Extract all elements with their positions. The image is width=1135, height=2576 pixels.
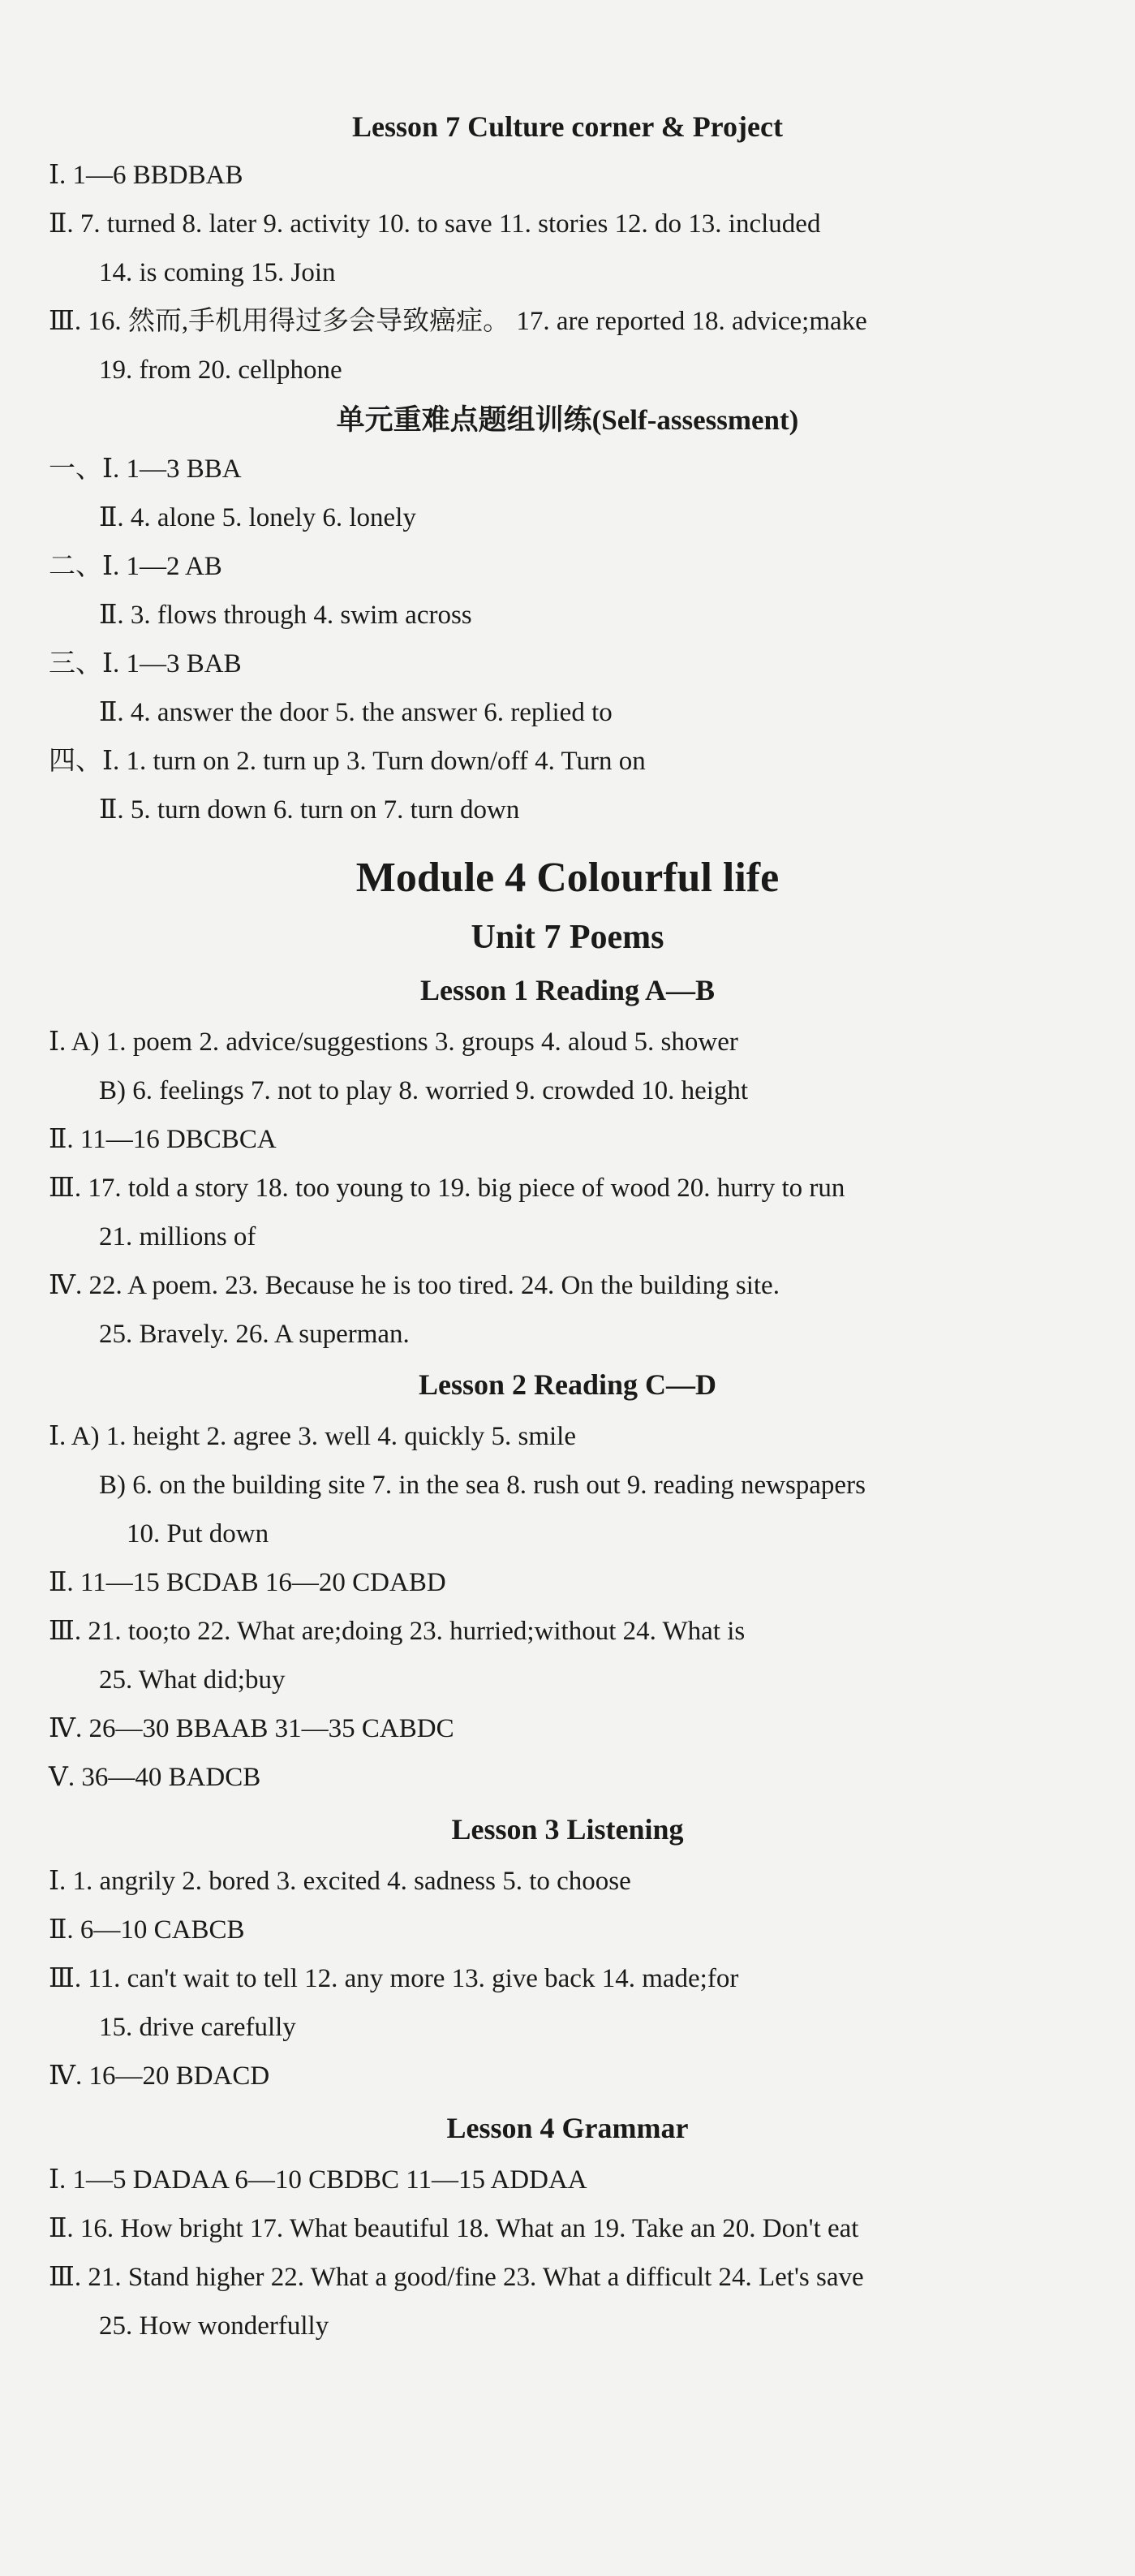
answer-line: B) 6. on the building site 7. in the sea 8. rush out 9. reading newspapers bbox=[99, 1471, 866, 1500]
answer-line: Ⅱ. 11—15 BCDAB 16—20 CDABD bbox=[49, 1568, 446, 1597]
unit-title: Unit 7 Poems bbox=[471, 919, 664, 956]
answer-line: 21. millions of bbox=[99, 1222, 256, 1251]
answer-line: Ⅱ. 11—16 DBCBCA bbox=[49, 1125, 277, 1154]
answer-line: Ⅳ. 16—20 BDACD bbox=[49, 2061, 270, 2091]
answer-line: Ⅱ. 4. answer the door 5. the answer 6. replied to bbox=[99, 698, 613, 727]
answer-line: 19. from 20. cellphone bbox=[99, 355, 342, 385]
answer-line: Ⅱ. 16. How bright 17. What beautiful 18. What an 19. Take an 20. Don't eat bbox=[49, 2214, 859, 2243]
section-heading: Lesson 1 Reading A—B bbox=[419, 974, 716, 1006]
section-heading: Lesson 4 Grammar bbox=[446, 2112, 689, 2144]
answer-line: 15. drive carefully bbox=[99, 2013, 296, 2042]
section-heading: Lesson 7 Culture corner & Project bbox=[352, 110, 783, 143]
answer-line: 25. Bravely. 26. A superman. bbox=[99, 1320, 410, 1349]
answer-line: Ⅰ. 1—5 DADAA 6—10 CBDBC 11—15 ADDAA bbox=[49, 2165, 587, 2195]
answer-line: 三、Ⅰ. 1—3 BAB bbox=[49, 649, 242, 678]
section-heading: 单元重难点题组训练(Self-assessment) bbox=[336, 404, 799, 436]
answer-line: Ⅱ. 7. turned 8. later 9. activity 10. to save 11. stories 12. do 13. included bbox=[49, 209, 821, 239]
answer-line: Ⅲ. 11. can't wait to tell 12. any more 13. give back 14. made;for bbox=[49, 1964, 739, 1993]
answer-line: Ⅲ. 21. Stand higher 22. What a good/fine 23. What a difficult 24. Let's save bbox=[49, 2263, 864, 2292]
answer-line: Ⅲ. 17. told a story 18. too young to 19. big piece of wood 20. hurry to run bbox=[49, 1174, 845, 1203]
answer-line: 二、Ⅰ. 1—2 AB bbox=[49, 552, 222, 581]
answer-line: 25. What did;buy bbox=[99, 1665, 286, 1695]
section-heading: Lesson 3 Listening bbox=[451, 1813, 684, 1846]
answer-line: Ⅱ. 5. turn down 6. turn on 7. turn down bbox=[99, 795, 520, 825]
answer-line: 10. Put down bbox=[127, 1519, 269, 1549]
answer-line: Ⅱ. 3. flows through 4. swim across bbox=[99, 601, 472, 630]
answer-line: Ⅰ. A) 1. height 2. agree 3. well 4. quickly 5. smile bbox=[49, 1422, 576, 1451]
module-title: Module 4 Colourful life bbox=[355, 855, 780, 901]
answer-line: Ⅲ. 16. 然而,手机用得过多会导致癌症。 17. are reported 18. advice;make bbox=[49, 307, 867, 336]
answer-line: Ⅳ. 22. A poem. 23. Because he is too tired. 24. On the building site. bbox=[49, 1271, 780, 1300]
answer-line: 14. is coming 15. Join bbox=[99, 258, 336, 287]
answer-line: 一、Ⅰ. 1—3 BBA bbox=[49, 454, 242, 484]
answer-line: 四、Ⅰ. 1. turn on 2. turn up 3. Turn down/off 4. Turn on bbox=[49, 747, 646, 776]
section-heading: Lesson 2 Reading C—D bbox=[418, 1368, 717, 1401]
answer-line: B) 6. feelings 7. not to play 8. worried 9. crowded 10. height bbox=[99, 1076, 749, 1105]
answer-line: Ⅰ. A) 1. poem 2. advice/suggestions 3. groups 4. aloud 5. shower bbox=[49, 1027, 738, 1057]
answer-line: Ⅲ. 21. too;to 22. What are;doing 23. hurried;without 24. What is bbox=[49, 1617, 746, 1646]
answer-line: 25. How wonderfully bbox=[99, 2311, 329, 2341]
answer-line: Ⅰ. 1—6 BBDBAB bbox=[49, 161, 243, 190]
answer-line: Ⅱ. 4. alone 5. lonely 6. lonely bbox=[99, 503, 416, 532]
answer-line: Ⅱ. 6—10 CABCB bbox=[49, 1915, 245, 1945]
answer-line: Ⅴ. 36—40 BADCB bbox=[49, 1763, 261, 1792]
answer-line: Ⅰ. 1. angrily 2. bored 3. excited 4. sadness 5. to choose bbox=[49, 1867, 631, 1896]
answer-line: Ⅳ. 26—30 BBAAB 31—35 CABDC bbox=[49, 1714, 454, 1743]
